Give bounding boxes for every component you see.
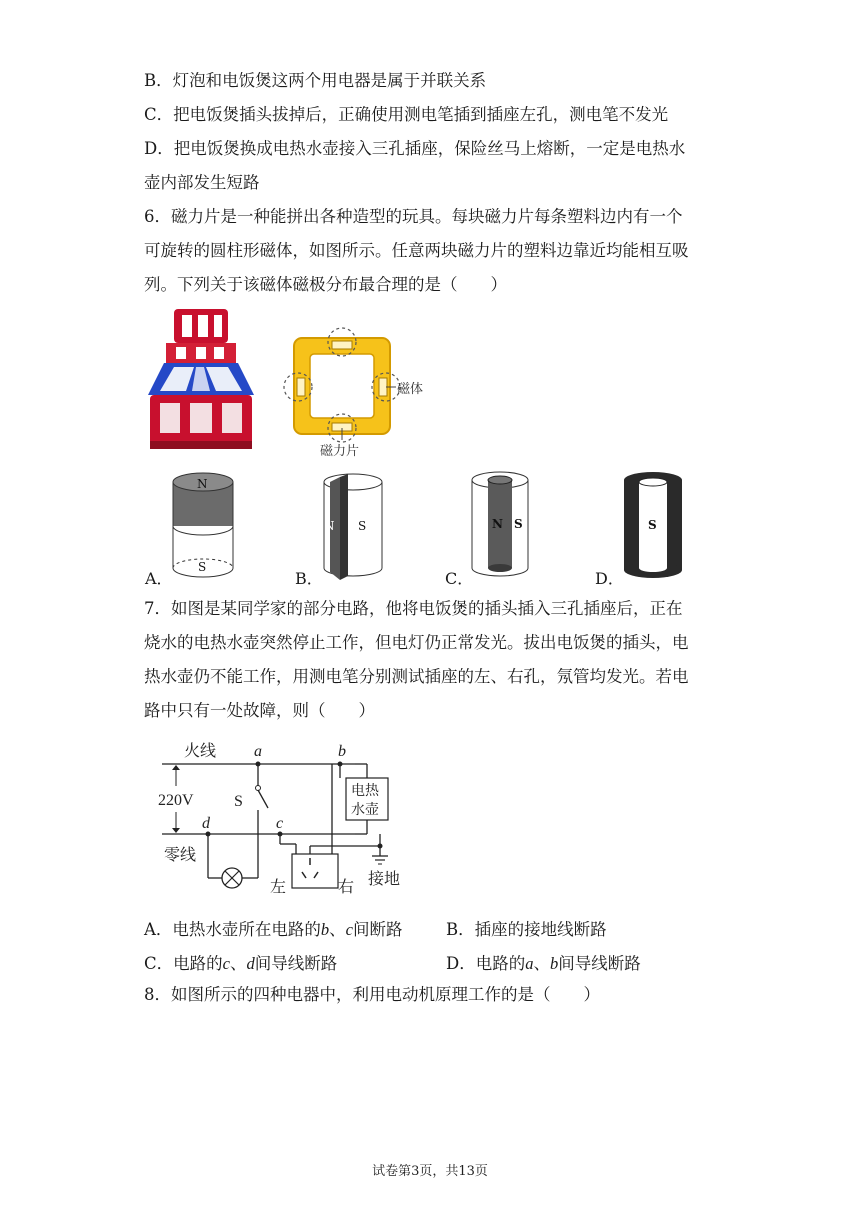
kettle-label-2: 水壶: [351, 803, 379, 818]
q7-option-a: A．电热水壶所在电路的b、c间断路: [144, 920, 403, 939]
q6-option-c-label: C．: [445, 569, 474, 588]
option-c-n: N: [492, 517, 503, 531]
option-a-s: S: [198, 560, 207, 574]
q7-stem-line1: 7．如图是某同学家的部分电路，他将电饭煲的插头插入三孔插座后，正在: [144, 599, 683, 618]
ground-label: 接地: [368, 871, 401, 888]
q7-stem-line4: 路中只有一处故障，则（ ）: [144, 701, 375, 720]
q6-option-a-label: A．: [145, 569, 173, 588]
live-wire-label: 火线: [184, 743, 217, 760]
option-a-cylinder: [168, 470, 238, 582]
socket-left-label: 左: [270, 879, 287, 896]
q7-option-c: C．电路的c、d间导线断路: [144, 954, 338, 973]
q5-option-b: B．灯泡和电饭煲这两个用电器是属于并联关系: [144, 71, 487, 90]
q5-option-d-line1: D．把电饭煲换成电热水壶接入三孔插座，保险丝马上熔断，一定是电热水: [144, 139, 686, 158]
switch-label: S: [234, 793, 243, 810]
option-a-n: N: [197, 477, 208, 491]
q8-stem: 8．如图所示的四种电器中，利用电动机原理工作的是（ ）: [144, 985, 600, 1004]
q7-stem-line3: 热水壶仍不能工作，用测电笔分别测试插座的左、右孔，氖管均发光。若电: [144, 667, 689, 686]
q7-option-b: B．插座的接地线断路: [446, 920, 607, 939]
option-d-s: S: [648, 518, 657, 532]
q5-option-c: C．把电饭煲插头拔掉后，正确使用测电笔插到插座左孔，测电笔不发光: [144, 105, 669, 124]
option-b-s: S: [358, 519, 367, 533]
q6-stem-line3: 列。下列关于该磁体磁极分布最合理的是（ ）: [144, 275, 507, 294]
q6-option-b-label: B．: [295, 569, 323, 588]
node-b-label: b: [338, 743, 346, 760]
neutral-wire-label: 零线: [164, 847, 197, 864]
node-d-label: d: [202, 815, 210, 832]
option-c-s: S: [514, 517, 523, 531]
q7-stem-line2: 烧水的电热水壶突然停止工作，但电灯仍正常发光。拔出电饭煲的插头，电: [144, 633, 689, 652]
kettle-label-1: 电热: [351, 784, 379, 799]
q7-option-d: D．电路的a、b间导线断路: [446, 954, 641, 973]
voltage-label: 220V: [158, 792, 194, 809]
q6-stem-line1: 6．磁力片是一种能拼出各种造型的玩具。每块磁力片每条塑料边内有一个: [144, 207, 683, 226]
magnetic-toy-photo: [146, 305, 256, 455]
socket-icon: [292, 854, 338, 888]
q6-stem-line2: 可旋转的圆柱形磁体，如图所示。任意两块磁力片的塑料边靠近均能相互吸: [144, 241, 689, 260]
page-footer: 试卷第3页，共13页: [372, 1164, 488, 1179]
node-a-label: a: [254, 743, 262, 760]
node-c-label: c: [276, 815, 284, 832]
tile-label: 磁力片: [320, 444, 360, 459]
q5-option-d-line2: 壶内部发生短路: [144, 173, 260, 192]
option-b-cylinder: [318, 472, 388, 584]
socket-right-label: 右: [338, 879, 355, 896]
circuit-diagram: [150, 738, 420, 900]
option-c-cylinder: [468, 470, 532, 582]
q6-option-d-label: D．: [595, 569, 624, 588]
option-b-n: N: [324, 519, 335, 533]
option-d-cylinder: [620, 470, 686, 582]
magnet-label: 磁体: [397, 382, 424, 397]
